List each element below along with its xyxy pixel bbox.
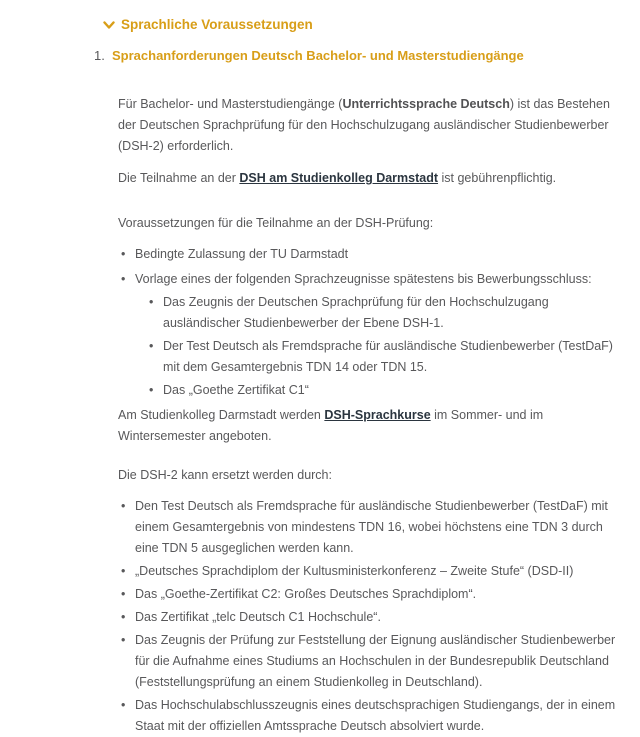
- section-title: Sprachanforderungen Deutsch Bachelor- und Masterstudiengänge: [112, 48, 524, 63]
- list-item: • Das Zeugnis der Deutschen Sprachprüfung für den Hochschulzugang ausländischer Studienbewerber der Ebene DSH-1.: [146, 292, 626, 334]
- link-dsh-sprachkurse[interactable]: DSH-Sprachkurse: [324, 408, 431, 422]
- list-item: [118, 244, 626, 265]
- list-number: 1.: [94, 48, 105, 63]
- certificates-sublist: [146, 292, 626, 401]
- section-content: [118, 94, 626, 737]
- paragraph-dsh-requirement: [118, 94, 626, 157]
- text-run: Für Bachelor- und Masterstudiengänge (: [118, 97, 343, 111]
- list-item-text: Vorlage eines der folgenden Sprachzeugnisse spätestens bis Bewerbungsschluss:: [135, 272, 592, 286]
- numbered-heading: [94, 45, 620, 66]
- list-item: • Das „Goethe-Zertifikat C2: Großes Deutsches Sprachdiplom“.: [118, 584, 626, 605]
- accordion-header-label: Sprachliche Voraussetzungen: [121, 17, 313, 32]
- bold-text-unterrichtssprache: Unterrichtssprache Deutsch: [342, 97, 510, 111]
- list-item-text: Bedingte Zulassung der TU Darmstadt: [135, 247, 349, 261]
- text-run: Am Studienkolleg Darmstadt werden: [118, 408, 325, 422]
- list-item: • „Deutsches Sprachdiplom der Kultusministerkonferenz – Zweite Stufe“ (DSD-II): [118, 561, 626, 582]
- text-run: im Sommer- und im Wintersemester angeboten.: [118, 408, 544, 443]
- text-run: ist gebührenpflichtig.: [438, 171, 557, 185]
- accordion-header-sprachliche-voraussetzungen[interactable]: [103, 17, 620, 33]
- list-item: • Das Zeugnis der Prüfung zur Feststellung der Eignung ausländischer Studienbewerber für die Aufnahme eines Studiums an Hochschulen in der Bundesrepublik Deutschland (Feststellungsprüfung an einem Studienkolleg in Deutschland).: [118, 630, 626, 693]
- text-run: ) ist das Bestehen der Deutschen Sprachprüfung für den Hochschulzugang ausländischer Studienbewerber (DSH-2) erforderlich.: [118, 97, 610, 153]
- requirements-list: [118, 244, 626, 401]
- paragraph-ersetzt: Die DSH-2 kann ersetzt werden durch:: [118, 468, 332, 482]
- text-run: Die Teilnahme an der: [118, 171, 240, 185]
- replacement-list: [118, 496, 626, 737]
- paragraph-teilnahme: [118, 168, 626, 189]
- paragraph-voraussetzungen: Voraussetzungen für die Teilnahme an der DSH-Prüfung:: [118, 216, 434, 230]
- list-item: [118, 269, 626, 401]
- list-item: • Das Hochschulabschlusszeugnis eines deutschsprachigen Studiengangs, der in einem Staat mit der offiziellen Amtssprache Deutsch absolviert wurde.: [118, 695, 626, 737]
- list-item: • Das „Goethe Zertifikat C1“: [146, 380, 626, 401]
- chevron-down-icon: [103, 19, 115, 31]
- paragraph-sprachkurse: [118, 405, 626, 447]
- list-item: • Das Zertifikat „telc Deutsch C1 Hochschule“.: [118, 607, 626, 628]
- list-item: • Den Test Deutsch als Fremdsprache für ausländische Studienbewerber (TestDaF) mit einem Gesamtergebnis von mindestens TDN 16, wobei höchstens eine TDN 3 durch eine TDN 5 ausgeglichen werden kann.: [118, 496, 626, 559]
- link-dsh-am-studienkolleg[interactable]: DSH am Studienkolleg Darmstadt: [239, 171, 439, 185]
- list-item: • Der Test Deutsch als Fremdsprache für ausländische Studienbewerber (TestDaF) mit dem Gesamtergebnis TDN 14 oder TDN 15.: [146, 336, 626, 378]
